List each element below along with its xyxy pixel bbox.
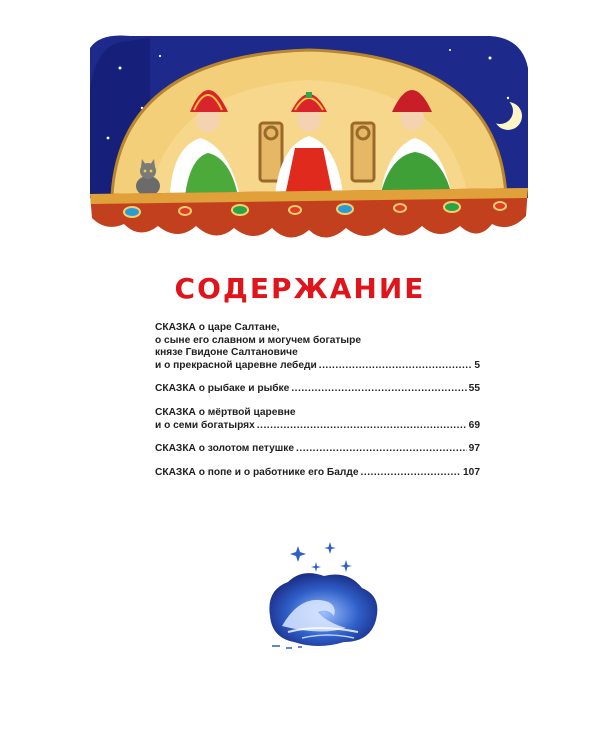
toc-page-number: 107 [463,466,480,478]
dot-leader [319,360,473,373]
toc-entry-title: и о прекрасной царевне лебеди [155,359,317,371]
toc-entry-priest-and-balda[interactable] [155,467,480,480]
toc-entry-golden-cockerel[interactable] [155,443,480,456]
illustration-three-maidens-spinning [90,28,528,260]
sparkle-stars [290,542,352,572]
toc-entry-line: СКАЗКА о мёртвой царевне [155,406,296,418]
table-of-contents [155,322,480,490]
toc-entry-fisherman-and-fish[interactable] [155,383,480,396]
toc-entry-title: СКАЗКА о золотом петушке [155,443,295,455]
dot-leader [291,383,466,396]
toc-page-number: 5 [474,359,480,371]
illustration-sea-wave [258,538,388,658]
spinning-wheel-right [352,123,374,181]
toc-entry-title: и о семи богатырях [155,419,255,431]
dot-leader [257,420,467,433]
dot-leader [361,467,461,480]
toc-entry-dead-princess[interactable] [155,407,480,432]
toc-page-number: 97 [468,443,480,455]
toc-page-number: 69 [468,419,480,431]
page-title: СОДЕРЖАНИЕ [174,272,426,305]
toc-entry-line: о сыне его славном и могучем богатыре [155,334,362,346]
toc-page-number: 55 [468,383,480,395]
toc-entry-line: князе Гвидоне Салтановиче [155,347,298,359]
toc-entry-tsar-saltan[interactable] [155,322,480,372]
toc-entry-title: СКАЗКА о рыбаке и рыбке [155,383,290,395]
dot-leader [296,443,467,456]
toc-entry-line: СКАЗКА о царе Салтане, [155,322,280,333]
spinning-wheel-left [260,123,282,181]
toc-entry-title: СКАЗКА о попе и о работнике его Балде [155,466,359,478]
